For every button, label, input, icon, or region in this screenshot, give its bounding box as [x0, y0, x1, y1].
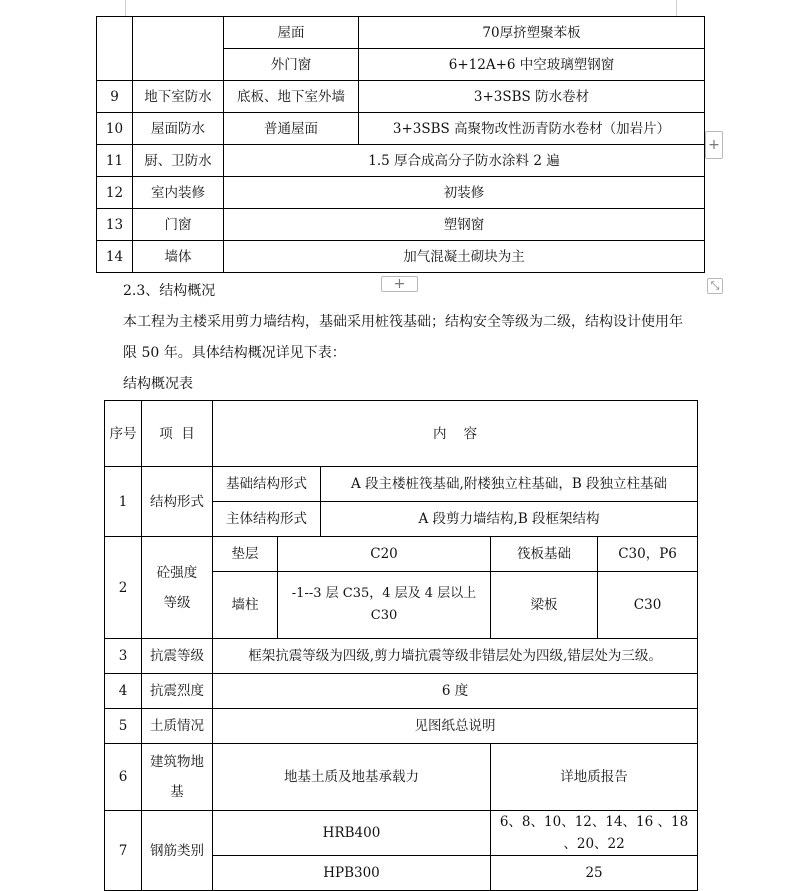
table-cell: -1--3 层 C35，4 层及 4 层以上 C30	[278, 572, 491, 639]
table-row	[97, 241, 705, 273]
table-row	[97, 145, 705, 177]
page-margin-line-right	[676, 0, 677, 16]
table-cell: 框架抗震等级为四级,剪力墙抗震等级非错层处为四级,错层处为三级。	[213, 639, 698, 674]
row-number: 14	[97, 241, 133, 273]
header-cell: 序号	[105, 401, 142, 467]
row-number: 7	[105, 811, 142, 891]
table-cell: 门窗	[133, 209, 224, 241]
row-number: 3	[105, 639, 142, 674]
table-cell: 3+3SBS 高聚物改性沥青防水卷材（加岩片）	[359, 113, 705, 145]
table-cell: A 段主楼桩筏基础,附楼独立柱基础，B 段独立柱基础	[321, 467, 698, 502]
table-row	[97, 81, 705, 113]
table-cell: C30，P6	[598, 537, 698, 572]
table-cell: 基础结构形式	[213, 467, 321, 502]
table-cell: 初装修	[224, 177, 705, 209]
cell-line: 建筑物地	[150, 754, 204, 770]
table-row	[105, 811, 698, 856]
table-row	[105, 674, 698, 709]
table-row	[105, 401, 698, 467]
table-cell: 筏板基础	[491, 537, 598, 572]
table-cell: C30	[598, 572, 698, 639]
row-number: 4	[105, 674, 142, 709]
table-title: 结构概况表	[123, 376, 193, 392]
paragraph-line: 限 50 年。具体结构概况详见下表：	[123, 345, 346, 361]
header-cell: 项 目	[142, 401, 213, 467]
cell-line: 基	[170, 784, 184, 800]
table-cell: 垫层	[213, 537, 278, 572]
table-cell: 室内装修	[133, 177, 224, 209]
row-number: 10	[97, 113, 133, 145]
table-cell: 墙柱	[213, 572, 278, 639]
row-number: 1	[105, 467, 142, 537]
row-number: 13	[97, 209, 133, 241]
row-number: 9	[97, 81, 133, 113]
paragraph-line: 本工程为主楼采用剪力墙结构，基础采用桩筏基础；结构安全等级为二级，结构设计使用年	[123, 314, 683, 330]
cell-line: 砼强度	[156, 564, 198, 581]
table-cell: 70厚挤塑聚苯板	[359, 17, 705, 49]
table-cell: 6 度	[213, 674, 698, 709]
table-row	[97, 177, 705, 209]
table-cell: HRB400	[213, 811, 491, 856]
table-cell: 屋面	[224, 17, 359, 49]
table-row	[105, 639, 698, 674]
table-cell	[142, 744, 213, 811]
materials-table	[96, 16, 705, 273]
table-cell: 抗震等级	[142, 639, 213, 674]
table-cell: 塑钢窗	[224, 209, 705, 241]
table-cell	[142, 537, 213, 639]
row-number: 11	[97, 145, 133, 177]
table-cell: C20	[278, 537, 491, 572]
table-cell: 地基土质及地基承载力	[213, 744, 491, 811]
table-cell: 结构形式	[142, 467, 213, 537]
table-cell: HPB300	[213, 856, 491, 891]
table-cell: 钢筋类别	[142, 811, 213, 891]
row-number: 2	[105, 537, 142, 639]
table-cell: 底板、地下室外墙	[224, 81, 359, 113]
table-row	[97, 113, 705, 145]
table-cell: 外门窗	[224, 49, 359, 81]
table-row	[97, 209, 705, 241]
table-row	[105, 744, 698, 811]
section-heading: 2.3、结构概况	[123, 283, 216, 299]
table-cell: 见图纸总说明	[213, 709, 698, 744]
table-row	[105, 467, 698, 502]
page-margin-line-left	[125, 0, 126, 16]
table-cell	[133, 17, 224, 81]
table-resize-icon[interactable]: ⤡	[707, 278, 723, 294]
table-cell: 屋面防水	[133, 113, 224, 145]
table-cell: 土质情况	[142, 709, 213, 744]
header-cell: 内 容	[213, 401, 698, 467]
table-cell: 梁板	[491, 572, 598, 639]
table-cell: 厨、卫防水	[133, 145, 224, 177]
table-cell: 普通屋面	[224, 113, 359, 145]
row-number: 6	[105, 744, 142, 811]
table-cell: 墙体	[133, 241, 224, 273]
table-cell: 加气混凝土砌块为主	[224, 241, 705, 273]
table-cell: 抗震烈度	[142, 674, 213, 709]
table-cell: 3+3SBS 防水卷材	[359, 81, 705, 113]
table-cell: 详地质报告	[491, 744, 698, 811]
table-row	[97, 17, 705, 49]
table-row	[105, 537, 698, 572]
table-cell: 6、8、10、12、14、16 、18 、20、22	[491, 811, 698, 856]
table-cell: 1.5 厚合成高分子防水涂料 2 遍	[224, 145, 705, 177]
structure-table	[104, 400, 698, 891]
add-row-button[interactable]: +	[381, 276, 418, 292]
table-cell	[97, 17, 133, 81]
cell-line: 等级	[163, 594, 191, 611]
table-cell: A 段剪力墙结构,B 段框架结构	[321, 502, 698, 537]
table-cell: 6+12A+6 中空玻璃塑钢窗	[359, 49, 705, 81]
table-cell: 25	[491, 856, 698, 891]
row-number: 12	[97, 177, 133, 209]
table-cell: 地下室防水	[133, 81, 224, 113]
row-number: 5	[105, 709, 142, 744]
table-cell: 主体结构形式	[213, 502, 321, 537]
add-column-button[interactable]: +	[705, 131, 723, 159]
table-row	[105, 709, 698, 744]
